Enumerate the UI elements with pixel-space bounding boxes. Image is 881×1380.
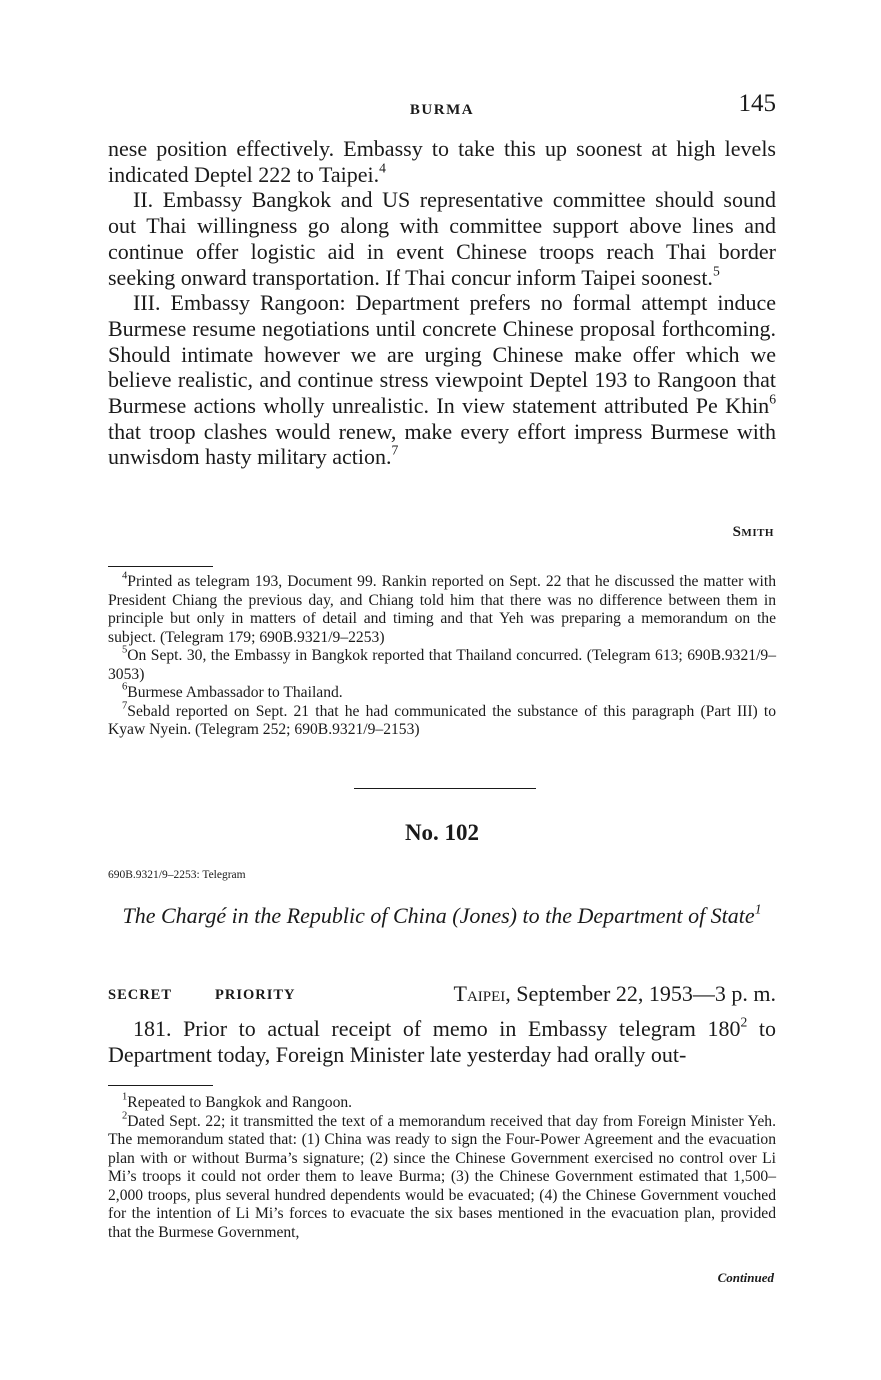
- running-head-title: BURMA: [409, 102, 475, 118]
- footnote: $^4$Printed as telegram 193, Document 99. Rankin reported on Sept. 22 that he discussed the matter with President Chiang the previous day, and Chiang told him that there was no difference between them in principle but only in matters of detail and timing and that Yeh was preparing a memorandum on the subject. (Telegram 179; 690B.9321/9–2253): [108, 570, 776, 646]
- footnote-ref: 5: [712, 262, 720, 278]
- footnotes-top: [108, 570, 776, 740]
- telegram-text: [108, 1016, 776, 1067]
- dateline: [108, 981, 776, 1009]
- footnote: $^6$Burmese Ambassador to Thailand.: [122, 681, 343, 701]
- running-head: [108, 90, 776, 126]
- footnote-ref: 7: [391, 442, 399, 458]
- footnotes-bottom: [108, 1091, 776, 1242]
- footnote-ref: 2: [740, 1014, 748, 1030]
- classification-label: SECRET: [108, 987, 173, 1003]
- footnote-rule: [108, 1085, 213, 1086]
- footnote-ref: 4: [379, 160, 386, 176]
- precedence-label: PRIORITY: [215, 987, 296, 1003]
- footnote: $^1$Repeated to Bangkok and Rangoon.: [122, 1091, 353, 1111]
- body-paragraph: nese position effectively. Embassy to take this up soonest at high levels indicated Deptel 222 to Taipei.$^4$: [108, 136, 776, 187]
- body-paragraph: II. Embassy Bangkok and US representative committee should sound out Thai willingness go along with committee support above lines and continue offer logistic aid in event Chinese troops reach Thai border seeking onward transportation. If Thai concur inform Taipei soonest.$^5$: [108, 187, 776, 290]
- page-number: 145: [738, 90, 776, 117]
- footnote: $^7$Sebald reported on Sept. 21 that he had communicated the substance of this paragraph (Part III) to Kyaw Nyein. (Telegram 252; 690B.9321/9–2153): [108, 700, 776, 738]
- telegram-paragraph: 181. Prior to actual receipt of memo in Embassy telegram $180^2$ to Department today, Foreign Minister late yesterday had orally out-: [108, 1014, 776, 1067]
- document-number: No. 102: [404, 820, 480, 845]
- continued-label: Continued: [717, 1270, 774, 1285]
- file-reference: 690B.9321/9–2253: Telegram: [108, 869, 246, 881]
- footnote-ref: 6: [769, 391, 776, 407]
- section-divider: [354, 788, 536, 789]
- place-date: Taipei, September 22, 1953—3 p. m.: [453, 981, 776, 1006]
- footnote-ref: 1: [754, 901, 762, 917]
- footnote: $^5$On Sept. 30, the Embassy in Bangkok reported that Thailand concurred. (Telegram 613; 690B.9321/9–3053): [108, 644, 776, 683]
- signature: Smith: [732, 524, 774, 540]
- document-title: The Chargé in the Republic of China (Jones) to the Department of State$^1$: [122, 901, 762, 928]
- body-paragraph: III. Embassy Rangoon: Department prefers no formal attempt induce Burmese resume negotiations until concrete Chinese proposal forthcoming. Should intimate however we are urging Chinese make offer which we believe realistic, and continue stress viewpoint Deptel 193 to Rangoon that Burmese actions wholly unrealistic. In view statement attributed Pe Khin$^6$ that troop clashes would renew, make every effort impress Burmese with unwisdom hasty military action.$^7$: [108, 290, 776, 470]
- footnote: $^2$Dated Sept. 22; it transmitted the text of a memorandum received that day from Foreign Minister Yeh. The memorandum stated that: (1) China was ready to sign the Four-Power Agreement and the evacuation plan with or without Burma’s signature; (2) since the Chinese Government exercised no control over Li Mi’s troops it could not order them to leave Burma; (3) the Chinese Government estimated that 1,500–2,000 troops, plus several hundred dependents would be evacuated; (4) the Chinese Government vouched for the intention of Li Mi’s forces to evacuate the six bases mentioned in the evacuation plan, provided that the Burmese Government,: [108, 1110, 776, 1241]
- footnote-rule: [108, 566, 213, 567]
- body-text: [108, 136, 776, 470]
